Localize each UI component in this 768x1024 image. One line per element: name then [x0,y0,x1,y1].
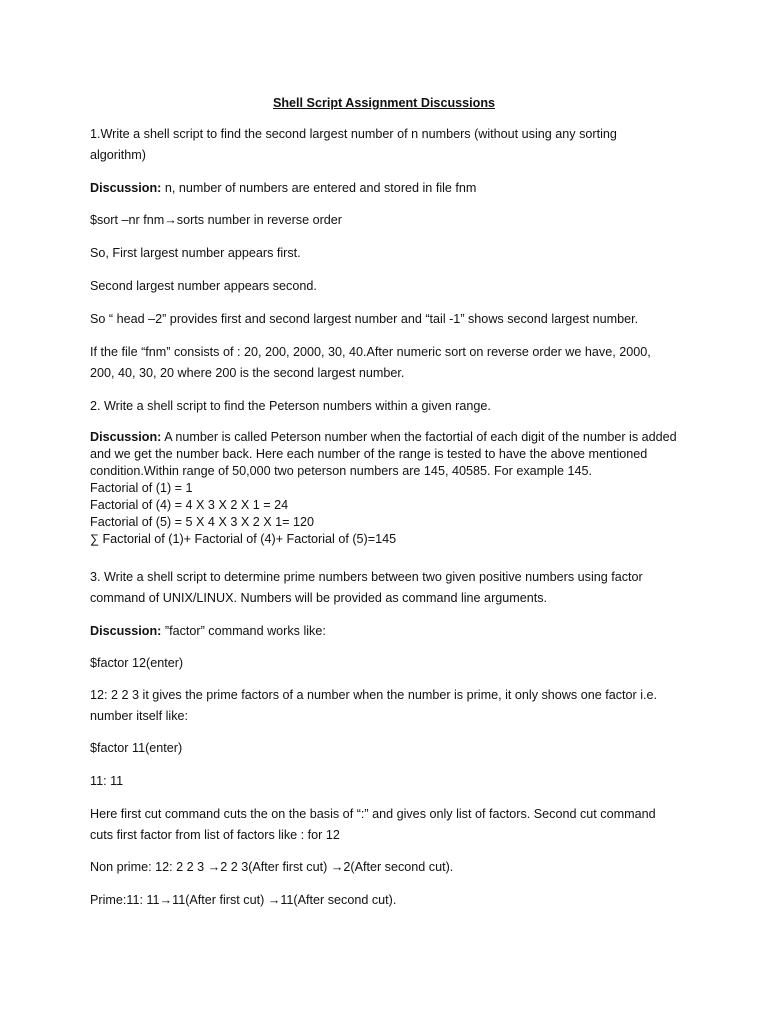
q3-cut-explanation [90,804,690,846]
q1-discussion-text: n, number of numbers are entered and stored in file fnm [161,181,477,195]
page-title: Shell Script Assignment Discussions [272,96,496,110]
q1-question-line-2: algorithm) [90,148,146,162]
q2-discussion [90,429,690,548]
q3-cut-line-1: Here first cut command cuts the on the basis of “:” and gives only list of factors. Second cut command [90,807,656,821]
q1-question-line-1: 1.Write a shell script to find the second largest number of n numbers (without using any sorting [90,127,617,141]
q1-discussion-label: Discussion: [90,181,162,195]
q2-discussion-text-1: A number is called Peterson number when the factortial of each digit of the number is added [161,430,677,444]
q2-factorial-sum: ∑ Factorial of (1)+ Factorial of (4)+ Factorial of (5)=145 [90,532,397,546]
q2-discussion-line-3: condition.Within range of 50,000 two peterson numbers are 145, 40585. For example 145. [90,464,592,478]
q1-example-line-1: If the file “fnm” consists of : 20, 200, 2000, 30, 40.After numeric sort on reverse order we have, 2000, [90,345,651,359]
q1-second-largest: Second largest number appears second. [90,279,317,293]
q2-discussion-label: Discussion: [90,430,162,444]
q3-question-line-1: 3. Write a shell script to determine prime numbers between two given positive numbers using factor [90,570,643,584]
q3-factor-11-result: 11: 11 [90,774,124,788]
q3-factor-12-result-line-1: 12: 2 2 3 it gives the prime factors of a number when the number is prime, it only shows one factor i.e. [90,688,657,702]
q3-factor-12-result-line-2: number itself like: [90,709,188,723]
q2-factorial-4: Factorial of (4) = 4 X 3 X 2 X 1 = 24 [90,498,289,512]
q2-factorial-5: Factorial of (5) = 5 X 4 X 3 X 2 X 1= 120 [90,515,315,529]
q3-discussion-label: Discussion: [90,624,162,638]
q1-sort-command: $sort –nr fnm→sorts number in reverse order [90,213,342,227]
q1-head-tail: So “ head –2” provides first and second largest number and “tail -1” shows second largest number. [90,312,639,326]
q3-discussion [90,621,690,642]
q3-cut-line-2: cuts first factor from list of factors like : for 12 [90,828,340,842]
q2-discussion-line-1 [90,429,690,446]
q1-discussion [90,178,690,199]
q3-non-prime-example: Non prime: 12: 2 2 3 →2 2 3(After first cut) →2(After second cut). [90,860,454,874]
q3-question [90,567,690,609]
q2-factorial-1: Factorial of (1) = 1 [90,481,193,495]
q3-prime-example: Prime:11: 11→11(After first cut) →11(After second cut). [90,893,397,907]
q3-factor-12-result [90,685,690,727]
q1-example [90,342,690,384]
q2-discussion-line-2: and we get the number back. Here each number of the range is tested to have the above mentioned [90,447,648,461]
q1-question [90,124,690,166]
q3-factor-11-command: $factor 11(enter) [90,741,183,755]
q3-question-line-2: command of UNIX/LINUX. Numbers will be provided as command line arguments. [90,591,548,605]
q1-first-largest: So, First largest number appears first. [90,246,301,260]
q3-factor-12-command: $factor 12(enter) [90,656,184,670]
q3-discussion-text: ”factor” command works like: [161,624,326,638]
q2-question: 2. Write a shell script to find the Peterson numbers within a given range. [90,399,491,413]
q1-example-line-2: 200, 40, 30, 20 where 200 is the second largest number. [90,366,405,380]
